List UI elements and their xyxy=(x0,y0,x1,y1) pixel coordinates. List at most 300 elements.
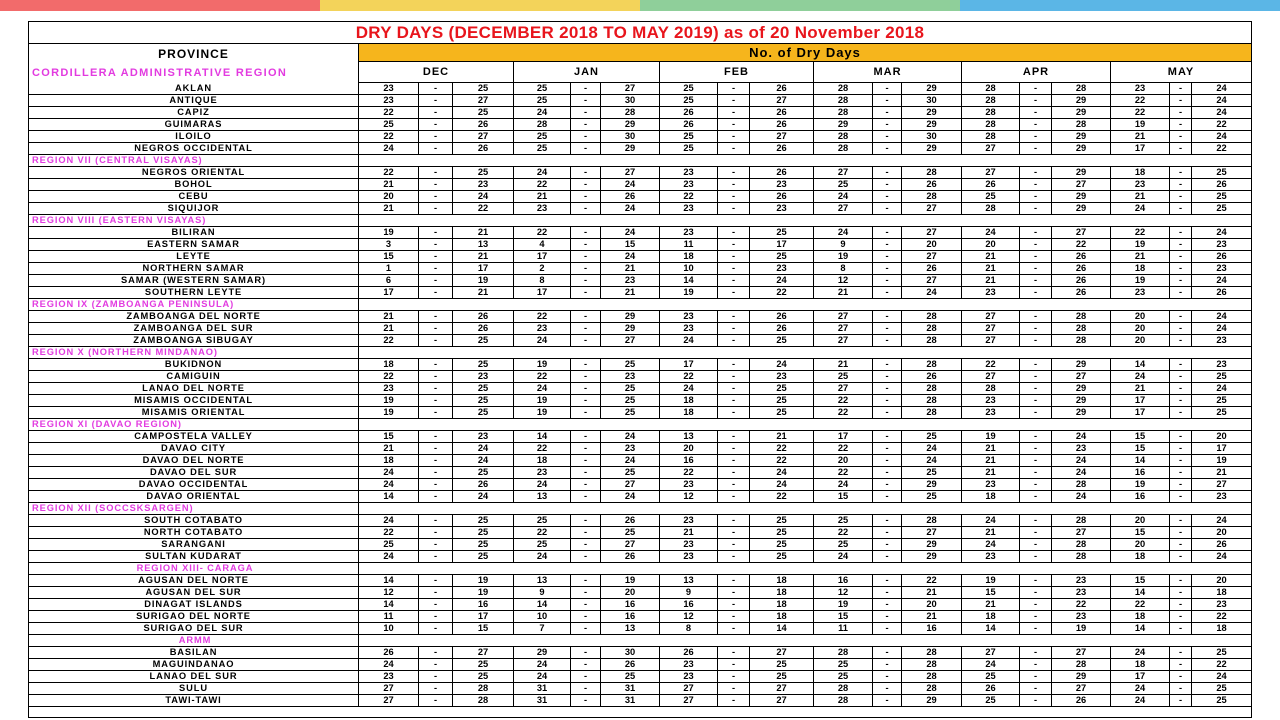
range-start-may: 22 xyxy=(1111,599,1170,610)
range-end-feb: 25 xyxy=(750,671,814,682)
range-dash: - xyxy=(718,479,750,490)
range-dash: - xyxy=(419,131,453,142)
range-end-mar: 21 xyxy=(902,587,962,598)
range-dash: - xyxy=(571,395,601,406)
range-end-jan: 24 xyxy=(601,251,660,262)
range-end-apr: 29 xyxy=(1052,203,1111,214)
province-name: SIQUIJOR xyxy=(29,203,359,214)
range-end-mar: 28 xyxy=(902,683,962,694)
range-end-dec: 25 xyxy=(453,539,514,550)
range-start-feb: 23 xyxy=(660,311,718,322)
month-header-apr: APR xyxy=(962,62,1111,83)
range-start-apr: 23 xyxy=(962,287,1020,298)
range-end-jan: 16 xyxy=(601,611,660,622)
range-end-mar: 29 xyxy=(902,695,962,706)
range-dash: - xyxy=(1170,623,1192,634)
province-name: LEYTE xyxy=(29,251,359,262)
range-end-dec: 25 xyxy=(453,407,514,418)
range-start-feb: 14 xyxy=(660,275,718,286)
range-end-mar: 28 xyxy=(902,383,962,394)
range-dash: - xyxy=(1170,251,1192,262)
range-end-dec: 25 xyxy=(453,551,514,562)
range-start-apr: 28 xyxy=(962,131,1020,142)
range-end-may: 24 xyxy=(1216,383,1227,393)
range-end-jan: 31 xyxy=(601,695,660,706)
range-dash: - xyxy=(419,551,453,562)
range-start-feb: 19 xyxy=(660,287,718,298)
range-dash: - xyxy=(419,287,453,298)
range-start-mar: 28 xyxy=(814,695,873,706)
range-dash: - xyxy=(1020,263,1052,274)
range-start-may: 18 xyxy=(1111,263,1170,274)
range-end-apr: 29 xyxy=(1052,671,1111,682)
range-start-feb: 17 xyxy=(660,359,718,370)
range-start-jan: 23 xyxy=(514,467,571,478)
province-name: AKLAN xyxy=(29,83,359,94)
range-dash: - xyxy=(718,227,750,238)
range-end-feb: 25 xyxy=(750,659,814,670)
range-dash: - xyxy=(718,251,750,262)
range-dash: - xyxy=(1170,587,1192,598)
range-end-jan: 27 xyxy=(601,83,660,94)
range-dash: - xyxy=(419,383,453,394)
range-dash: - xyxy=(1020,443,1052,454)
range-start-feb: 25 xyxy=(660,143,718,154)
range-dash: - xyxy=(571,647,601,658)
range-dash: - xyxy=(873,335,902,346)
range-dash: - xyxy=(718,95,750,106)
range-end-mar: 25 xyxy=(902,467,962,478)
range-end-apr: 29 xyxy=(1052,131,1111,142)
range-start-jan: 18 xyxy=(514,455,571,466)
range-end-feb: 26 xyxy=(750,167,814,178)
range-dash: - xyxy=(873,275,902,286)
range-end-jan: 20 xyxy=(601,587,660,598)
region-row xyxy=(29,635,1251,647)
range-start-may: 14 xyxy=(1111,455,1170,466)
range-end-may: 24 xyxy=(1216,131,1227,141)
range-end-may: 25 xyxy=(1216,683,1227,693)
range-dash: - xyxy=(1020,251,1052,262)
province-name: SOUTHERN LEYTE xyxy=(29,287,359,298)
range-dash: - xyxy=(718,407,750,418)
range-start-apr: 25 xyxy=(962,671,1020,682)
range-end-apr: 28 xyxy=(1052,83,1111,94)
range-end-jan: 25 xyxy=(601,383,660,394)
range-dash: - xyxy=(571,551,601,562)
range-start-dec: 22 xyxy=(359,131,419,142)
range-end-feb: 27 xyxy=(750,95,814,106)
range-end-dec: 28 xyxy=(453,695,514,706)
range-start-feb: 25 xyxy=(660,131,718,142)
range-end-apr: 29 xyxy=(1052,395,1111,406)
table-row xyxy=(29,251,1251,263)
range-dash: - xyxy=(1170,275,1192,286)
table-row xyxy=(29,599,1251,611)
range-start-dec: 27 xyxy=(359,695,419,706)
range-start-apr: 26 xyxy=(962,179,1020,190)
table-row xyxy=(29,335,1251,347)
range-start-may: 14 xyxy=(1111,359,1170,370)
range-start-jan: 24 xyxy=(514,551,571,562)
range-end-may: 20 xyxy=(1216,527,1227,537)
range-dash: - xyxy=(1020,551,1052,562)
table-row xyxy=(29,371,1251,383)
province-name: SULU xyxy=(29,683,359,694)
range-start-apr: 28 xyxy=(962,107,1020,118)
range-start-dec: 24 xyxy=(359,515,419,526)
range-start-mar: 22 xyxy=(814,467,873,478)
range-end-dec: 28 xyxy=(453,683,514,694)
range-dash: - xyxy=(1170,263,1192,274)
range-dash: - xyxy=(873,659,902,670)
range-end-feb: 24 xyxy=(750,467,814,478)
range-dash: - xyxy=(1170,107,1192,118)
range-start-feb: 23 xyxy=(660,179,718,190)
range-start-jan: 13 xyxy=(514,575,571,586)
range-start-dec: 22 xyxy=(359,371,419,382)
range-dash: - xyxy=(419,491,453,502)
range-start-apr: 27 xyxy=(962,167,1020,178)
range-dash: - xyxy=(1020,587,1052,598)
range-end-mar: 29 xyxy=(902,107,962,118)
range-end-dec: 13 xyxy=(453,239,514,250)
range-start-may: 14 xyxy=(1111,623,1170,634)
range-dash: - xyxy=(571,119,601,130)
range-end-dec: 25 xyxy=(453,359,514,370)
range-start-dec: 22 xyxy=(359,167,419,178)
range-end-mar: 24 xyxy=(902,455,962,466)
range-end-dec: 26 xyxy=(453,119,514,130)
range-end-feb: 26 xyxy=(750,83,814,94)
range-start-may: 14 xyxy=(1111,587,1170,598)
table-row xyxy=(29,623,1251,635)
range-start-dec: 24 xyxy=(359,467,419,478)
range-dash: - xyxy=(571,587,601,598)
month-header-feb: FEB xyxy=(660,62,814,83)
range-end-apr: 28 xyxy=(1052,335,1111,346)
range-end-jan: 29 xyxy=(601,323,660,334)
range-start-mar: 12 xyxy=(814,275,873,286)
range-start-jan: 25 xyxy=(514,95,571,106)
range-dash: - xyxy=(1170,539,1192,550)
table-row xyxy=(29,683,1251,695)
range-end-feb: 24 xyxy=(750,275,814,286)
range-dash: - xyxy=(873,683,902,694)
table-row xyxy=(29,527,1251,539)
range-dash: - xyxy=(718,671,750,682)
range-start-apr: 21 xyxy=(962,455,1020,466)
range-end-may: 24 xyxy=(1216,551,1227,561)
range-start-may: 21 xyxy=(1111,251,1170,262)
range-end-mar: 20 xyxy=(902,239,962,250)
range-start-mar: 8 xyxy=(814,263,873,274)
range-dash: - xyxy=(718,131,750,142)
table-row xyxy=(29,611,1251,623)
range-dash: - xyxy=(1170,479,1192,490)
range-dash: - xyxy=(873,623,902,634)
province-name: EASTERN SAMAR xyxy=(29,239,359,250)
range-start-dec: 6 xyxy=(359,275,419,286)
table-row xyxy=(29,239,1251,251)
range-start-dec: 21 xyxy=(359,311,419,322)
range-start-apr: 15 xyxy=(962,587,1020,598)
range-start-mar: 28 xyxy=(814,83,873,94)
range-start-dec: 22 xyxy=(359,107,419,118)
dry-days-table xyxy=(28,21,1252,718)
range-end-dec: 26 xyxy=(453,323,514,334)
range-dash: - xyxy=(419,239,453,250)
range-start-mar: 17 xyxy=(814,431,873,442)
range-start-feb: 26 xyxy=(660,119,718,130)
range-end-jan: 25 xyxy=(601,467,660,478)
range-end-apr: 28 xyxy=(1052,515,1111,526)
range-end-feb: 18 xyxy=(750,599,814,610)
range-dash: - xyxy=(419,683,453,694)
month-header-may: MAY xyxy=(1111,62,1251,83)
range-start-may: 20 xyxy=(1111,323,1170,334)
range-dash: - xyxy=(873,83,902,94)
range-dash: - xyxy=(1020,479,1052,490)
range-start-apr: 27 xyxy=(962,311,1020,322)
range-start-dec: 18 xyxy=(359,359,419,370)
range-dash: - xyxy=(1020,203,1052,214)
range-dash: - xyxy=(571,251,601,262)
range-end-jan: 27 xyxy=(601,335,660,346)
range-dash: - xyxy=(1170,203,1192,214)
range-end-mar: 21 xyxy=(902,611,962,622)
range-dash: - xyxy=(419,479,453,490)
range-end-dec: 27 xyxy=(453,95,514,106)
range-end-apr: 19 xyxy=(1052,623,1111,634)
range-start-mar: 15 xyxy=(814,491,873,502)
range-end-apr: 22 xyxy=(1052,599,1111,610)
month-header-mar: MAR xyxy=(814,62,962,83)
region-header-cordillera: CORDILLERA ADMINISTRATIVE REGION xyxy=(29,62,359,83)
range-start-apr: 21 xyxy=(962,275,1020,286)
table-row xyxy=(29,191,1251,203)
range-end-mar: 26 xyxy=(902,371,962,382)
no-of-dry-days-header: No. of Dry Days xyxy=(359,44,1251,62)
range-end-apr: 28 xyxy=(1052,311,1111,322)
range-start-may: 24 xyxy=(1111,371,1170,382)
range-start-dec: 23 xyxy=(359,383,419,394)
range-dash: - xyxy=(1170,599,1192,610)
range-start-jan: 22 xyxy=(514,371,571,382)
range-dash: - xyxy=(419,671,453,682)
range-dash: - xyxy=(718,263,750,274)
range-end-apr: 23 xyxy=(1052,443,1111,454)
range-start-mar: 24 xyxy=(814,191,873,202)
range-end-mar: 25 xyxy=(902,491,962,502)
range-end-feb: 26 xyxy=(750,107,814,118)
range-start-mar: 25 xyxy=(814,671,873,682)
range-dash: - xyxy=(419,143,453,154)
range-end-jan: 24 xyxy=(601,179,660,190)
range-end-dec: 19 xyxy=(453,575,514,586)
range-start-jan: 24 xyxy=(514,335,571,346)
range-end-dec: 19 xyxy=(453,587,514,598)
range-start-jan: 24 xyxy=(514,659,571,670)
range-end-feb: 18 xyxy=(750,575,814,586)
range-start-apr: 23 xyxy=(962,551,1020,562)
range-end-apr: 29 xyxy=(1052,191,1111,202)
range-start-dec: 26 xyxy=(359,647,419,658)
range-dash: - xyxy=(1020,671,1052,682)
range-dash: - xyxy=(1170,431,1192,442)
range-dash: - xyxy=(571,359,601,370)
province-name: MISAMIS OCCIDENTAL xyxy=(29,395,359,406)
range-dash: - xyxy=(419,431,453,442)
range-dash: - xyxy=(1020,467,1052,478)
range-start-jan: 24 xyxy=(514,671,571,682)
range-start-jan: 22 xyxy=(514,227,571,238)
range-dash: - xyxy=(571,443,601,454)
range-end-apr: 27 xyxy=(1052,647,1111,658)
range-start-may: 15 xyxy=(1111,431,1170,442)
range-start-apr: 24 xyxy=(962,227,1020,238)
range-dash: - xyxy=(1020,179,1052,190)
range-end-mar: 27 xyxy=(902,275,962,286)
range-end-jan: 25 xyxy=(601,671,660,682)
range-dash: - xyxy=(1170,515,1192,526)
range-start-feb: 23 xyxy=(660,551,718,562)
range-start-feb: 18 xyxy=(660,407,718,418)
range-dash: - xyxy=(873,407,902,418)
range-end-feb: 22 xyxy=(750,491,814,502)
range-end-dec: 19 xyxy=(453,275,514,286)
range-dash: - xyxy=(873,359,902,370)
range-dash: - xyxy=(718,515,750,526)
province-name: SARANGANI xyxy=(29,539,359,550)
range-dash: - xyxy=(571,671,601,682)
province-name: CAMPOSTELA VALLEY xyxy=(29,431,359,442)
range-dash: - xyxy=(571,143,601,154)
range-end-may: 27 xyxy=(1216,479,1227,489)
region-name: REGION IX (ZAMBOANGA PENINSULA) xyxy=(29,299,359,310)
range-end-feb: 25 xyxy=(750,335,814,346)
range-end-mar: 24 xyxy=(902,287,962,298)
province-name: DAVAO CITY xyxy=(29,443,359,454)
range-end-may: 25 xyxy=(1216,647,1227,657)
range-start-dec: 21 xyxy=(359,179,419,190)
range-dash: - xyxy=(1170,683,1192,694)
range-start-apr: 21 xyxy=(962,467,1020,478)
range-start-mar: 22 xyxy=(814,527,873,538)
range-end-jan: 27 xyxy=(601,167,660,178)
range-end-dec: 26 xyxy=(453,479,514,490)
range-end-mar: 27 xyxy=(902,251,962,262)
range-end-feb: 25 xyxy=(750,515,814,526)
range-end-may: 23 xyxy=(1216,599,1227,609)
range-dash: - xyxy=(873,239,902,250)
range-dash: - xyxy=(1170,491,1192,502)
range-end-dec: 27 xyxy=(453,131,514,142)
range-start-apr: 27 xyxy=(962,371,1020,382)
range-dash: - xyxy=(1020,527,1052,538)
province-name: LANAO DEL SUR xyxy=(29,671,359,682)
range-start-dec: 23 xyxy=(359,83,419,94)
range-dash: - xyxy=(1170,383,1192,394)
range-dash: - xyxy=(571,431,601,442)
range-start-apr: 23 xyxy=(962,479,1020,490)
table-row xyxy=(29,659,1251,671)
range-start-dec: 14 xyxy=(359,599,419,610)
province-header: PROVINCE xyxy=(29,44,359,62)
range-dash: - xyxy=(419,227,453,238)
range-start-apr: 21 xyxy=(962,599,1020,610)
range-start-may: 18 xyxy=(1111,611,1170,622)
range-end-may: 20 xyxy=(1216,575,1227,585)
province-name: DINAGAT ISLANDS xyxy=(29,599,359,610)
province-name: SULTAN KUDARAT xyxy=(29,551,359,562)
range-start-apr: 28 xyxy=(962,83,1020,94)
range-start-dec: 21 xyxy=(359,203,419,214)
table-row xyxy=(29,479,1251,491)
range-dash: - xyxy=(873,515,902,526)
range-dash: - xyxy=(873,263,902,274)
range-end-jan: 13 xyxy=(601,623,660,634)
range-end-may: 24 xyxy=(1216,311,1227,321)
range-end-may: 25 xyxy=(1216,395,1227,405)
range-end-feb: 27 xyxy=(750,683,814,694)
range-start-may: 18 xyxy=(1111,167,1170,178)
table-row xyxy=(29,311,1251,323)
range-start-apr: 25 xyxy=(962,191,1020,202)
range-end-feb: 18 xyxy=(750,587,814,598)
range-start-jan: 25 xyxy=(514,515,571,526)
range-dash: - xyxy=(1170,227,1192,238)
range-dash: - xyxy=(873,119,902,130)
range-dash: - xyxy=(873,467,902,478)
range-start-mar: 25 xyxy=(814,515,873,526)
range-start-mar: 28 xyxy=(814,107,873,118)
range-start-may: 20 xyxy=(1111,539,1170,550)
range-end-dec: 25 xyxy=(453,515,514,526)
color-bar-segment-green xyxy=(640,0,960,11)
range-dash: - xyxy=(1020,575,1052,586)
range-start-mar: 16 xyxy=(814,575,873,586)
range-end-may: 24 xyxy=(1216,671,1227,681)
range-start-may: 19 xyxy=(1111,119,1170,130)
month-header-dec: DEC xyxy=(359,62,514,83)
range-end-may: 23 xyxy=(1216,359,1227,369)
range-start-jan: 25 xyxy=(514,143,571,154)
range-dash: - xyxy=(718,83,750,94)
table-row xyxy=(29,83,1251,95)
range-end-apr: 24 xyxy=(1052,431,1111,442)
province-name: DAVAO DEL NORTE xyxy=(29,455,359,466)
range-start-may: 24 xyxy=(1111,695,1170,706)
range-start-apr: 21 xyxy=(962,443,1020,454)
range-end-dec: 25 xyxy=(453,659,514,670)
range-start-may: 24 xyxy=(1111,647,1170,658)
province-name: DAVAO DEL SUR xyxy=(29,467,359,478)
range-start-may: 21 xyxy=(1111,383,1170,394)
region-name: REGION XI (DAVAO REGION) xyxy=(29,419,359,430)
range-start-jan: 19 xyxy=(514,359,571,370)
range-start-dec: 11 xyxy=(359,611,419,622)
range-end-dec: 26 xyxy=(453,143,514,154)
range-start-feb: 13 xyxy=(660,431,718,442)
range-end-mar: 24 xyxy=(902,443,962,454)
range-end-may: 24 xyxy=(1216,107,1227,117)
range-dash: - xyxy=(718,599,750,610)
range-start-feb: 26 xyxy=(660,647,718,658)
range-dash: - xyxy=(1020,323,1052,334)
range-end-jan: 19 xyxy=(601,575,660,586)
range-dash: - xyxy=(718,695,750,706)
